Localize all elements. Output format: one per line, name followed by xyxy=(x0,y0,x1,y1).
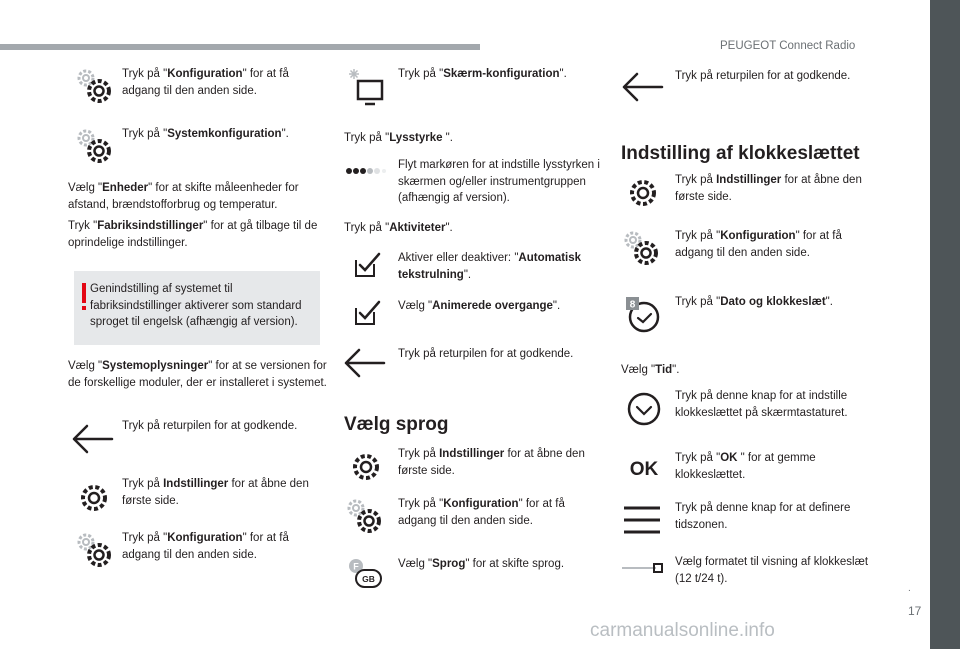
instruction-text: Tryk på "Konfiguration" for at få adgang til den anden side. xyxy=(122,532,289,561)
instruction-text: Tryk på "Lysstyrke ". xyxy=(344,132,453,144)
page-number: 17 xyxy=(908,604,922,618)
instruction-text: Tryk på "Skærm-konfiguration". xyxy=(398,68,567,80)
badge-number: 8 xyxy=(629,299,636,311)
section-heading: Indstilling af klokkeslættet xyxy=(621,143,860,164)
gear-icon xyxy=(346,446,388,488)
instruction-text: Vælg formatet til visning af klokkeslæt (12 t/24 t). xyxy=(675,556,869,585)
checkbox-icon xyxy=(352,298,382,328)
gear-pair-icon xyxy=(74,66,116,108)
gear-icon xyxy=(74,477,116,519)
warning-mark xyxy=(82,283,86,303)
gear-pair-icon xyxy=(74,530,116,572)
checkbox-icon xyxy=(352,250,382,280)
back-arrow-icon xyxy=(70,418,116,460)
flag-icon-gb: GB xyxy=(362,574,375,584)
instruction-text: Vælg "Systemoplysninger" for at se versionen for de forskellige moduler, der er installeret i systemet. xyxy=(68,360,327,389)
instruction-text: Tryk på Indstillinger for at åbne den første side. xyxy=(675,174,862,203)
instruction-text: Tryk på "Systemkonfiguration". xyxy=(122,128,289,140)
instruction-text: Tryk på returpilen for at godkende. xyxy=(398,348,574,360)
toggle-slider-icon xyxy=(620,558,666,578)
section-heading: Vælg sprog xyxy=(344,414,449,435)
back-arrow-icon xyxy=(620,66,666,108)
display-icon xyxy=(344,66,386,108)
clock-icon xyxy=(623,294,665,336)
instruction-text: Tryk på returpilen for at godkende. xyxy=(675,70,851,82)
instruction-text: Tryk "Fabriksindstillinger" for at gå tilbage til de oprindelige indstillinger. xyxy=(68,220,318,249)
gear-pair-icon xyxy=(621,228,663,270)
brightness-dots-icon xyxy=(344,156,386,186)
instruction-text: Vælg "Enheder" for at skifte måleenheder for afstand, brændstofforbrug og temperatur. xyxy=(68,182,299,211)
instruction-text: Tryk på "Konfiguration" for at få adgang til den anden side. xyxy=(675,230,842,259)
warning-mark-dot xyxy=(82,306,86,310)
instruction-text: Tryk på "Aktiviteter". xyxy=(344,222,453,234)
instruction-text: Flyt markøren for at indstille lysstyrken i skærmen og/eller instrumentgruppen (afhængig af version). xyxy=(398,159,600,204)
flag-icon-f: F xyxy=(353,561,359,572)
ok-icon-text: OK xyxy=(629,459,659,480)
instruction-text: Tryk på denne knap for at indstille klokkeslættet på skærmtastaturet. xyxy=(675,390,848,419)
instruction-text: Tryk på returpilen for at godkende. xyxy=(122,420,298,432)
chevron-down-icon xyxy=(623,388,665,430)
instruction-text: Tryk på "OK " for at gemme klokkeslættet. xyxy=(675,452,816,481)
instruction-text: Tryk på Indstillinger for at åbne den første side. xyxy=(398,448,585,477)
instruction-text: Tryk på "Dato og klokkeslæt". xyxy=(675,296,833,308)
language-flag-icon xyxy=(346,556,386,592)
instruction-text: Tryk på "Konfiguration" for at få adgang til den anden side. xyxy=(122,68,289,97)
instruction-text: Tryk på "Konfiguration" for at få adgang til den anden side. xyxy=(398,498,565,527)
instruction-text: Tryk på Indstillinger for at åbne den første side. xyxy=(122,478,309,507)
page-header: PEUGEOT Connect Radio xyxy=(720,40,856,52)
menu-lines-icon xyxy=(622,500,666,542)
top-rule xyxy=(0,44,480,50)
instruction-text: Tryk på denne knap for at definere tidszonen. xyxy=(675,502,851,531)
continuation-mark: . xyxy=(908,583,911,594)
warning-note xyxy=(74,271,320,345)
warning-text: Genindstilling af systemet til fabriksindstillinger aktiverer som standard sproget til engelsk (afhængig af version). xyxy=(90,283,302,328)
side-tab xyxy=(930,0,960,649)
instruction-text: Vælg "Sprog" for at skifte sprog. xyxy=(398,558,565,570)
watermark: carmanualsonline.info xyxy=(590,620,775,641)
instruction-text: Vælg "Tid". xyxy=(621,364,680,376)
gear-pair-icon xyxy=(74,126,116,168)
gear-pair-icon xyxy=(344,496,386,538)
ok-icon xyxy=(622,448,666,490)
gear-icon xyxy=(623,172,665,214)
instruction-text: Aktiver eller deaktiver: "Automatisk tekstrulning". xyxy=(398,252,582,281)
back-arrow-icon xyxy=(342,342,388,384)
instruction-text: Vælg "Animerede overgange". xyxy=(398,300,561,312)
